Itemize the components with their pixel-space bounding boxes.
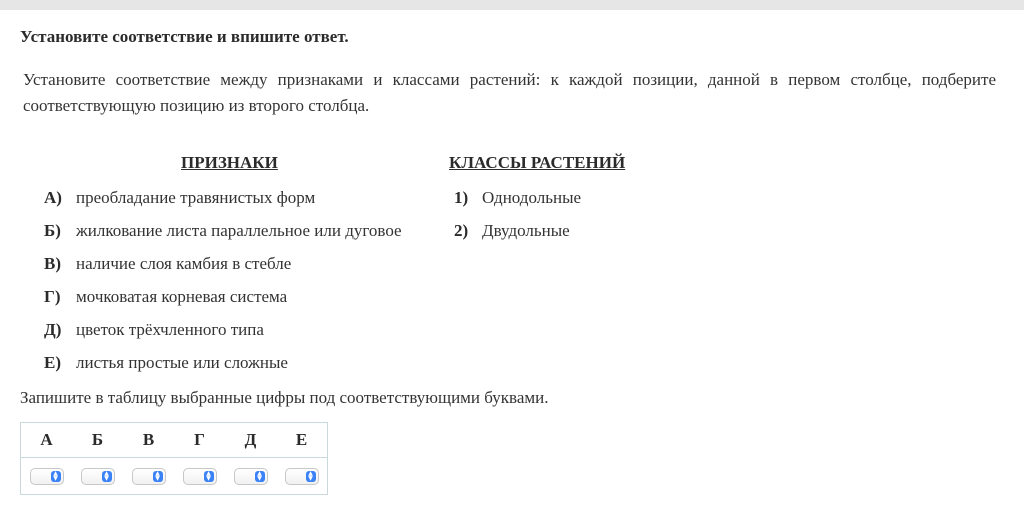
answer-table (20, 422, 328, 495)
answer-cell (123, 458, 174, 495)
feature-text: жилкование листа параллельное или дуговое (76, 221, 402, 240)
answer-column-header: Б (91, 430, 104, 449)
class-text: Двудольные (482, 221, 570, 240)
answer-column-header: Д (244, 430, 257, 449)
feature-item (44, 252, 291, 276)
feature-item (44, 351, 288, 375)
answer-cell (21, 458, 73, 495)
answer-table-header-row (21, 423, 328, 458)
feature-text: преобладание травянистых форм (76, 188, 316, 207)
feature-letter: Б) (44, 221, 61, 240)
answer-instruction: Запишите в таблицу выбранные цифры под соответствующими буквами. (20, 388, 549, 407)
feature-item (44, 318, 264, 342)
answer-select-b[interactable] (81, 468, 115, 485)
chevron-up-down-icon: ▲ ▼ (306, 471, 316, 482)
feature-item (44, 219, 402, 243)
answer-cell (72, 458, 123, 495)
chevron-up-down-icon: ▲ ▼ (51, 471, 61, 482)
feature-letter: Е) (44, 353, 61, 372)
answer-column-header: А (40, 430, 53, 449)
task-heading: Установите соответствие и впишите ответ. (20, 27, 349, 46)
answer-cell (276, 458, 328, 495)
classes-column-header: КЛАССЫ РАСТЕНИЙ (449, 153, 626, 172)
answer-select-g[interactable] (183, 468, 217, 485)
answer-column-header: Е (295, 430, 308, 449)
feature-text: цветок трёхчленного типа (76, 320, 264, 339)
answer-cell (174, 458, 225, 495)
chevron-up-down-icon: ▲ ▼ (153, 471, 163, 482)
feature-text: наличие слоя камбия в стебле (76, 254, 292, 273)
chevron-up-down-icon: ▲ ▼ (255, 471, 265, 482)
answer-select-d[interactable] (234, 468, 268, 485)
feature-text: листья простые или сложные (76, 353, 288, 372)
class-number: 1) (454, 188, 469, 207)
class-number: 2) (454, 221, 469, 240)
feature-letter: Г) (44, 287, 61, 306)
feature-letter: А) (44, 188, 62, 207)
feature-letter: Д) (44, 320, 62, 339)
feature-item (44, 186, 315, 210)
class-item (454, 186, 581, 210)
features-column-header: ПРИЗНАКИ (181, 153, 278, 172)
feature-letter: В) (44, 254, 61, 273)
answer-table-select-row (21, 458, 328, 495)
answer-column-header: Г (194, 430, 205, 449)
chevron-up-down-icon: ▲ ▼ (204, 471, 214, 482)
chevron-up-down-icon: ▲ ▼ (102, 471, 112, 482)
feature-text: мочковатая корневая система (76, 287, 288, 306)
answer-column-header: В (142, 430, 155, 449)
feature-item (44, 285, 287, 309)
answer-select-e[interactable] (285, 468, 319, 485)
top-bar (0, 0, 1024, 10)
task-text: Установите соответствие между признаками и классами растений: к каждой позиции, данной в первом столбце, подберите соответствующую позицию из второго столбца. (23, 70, 996, 115)
answer-select-v[interactable] (132, 468, 166, 485)
answer-cell (225, 458, 276, 495)
class-text: Однодольные (482, 188, 582, 207)
class-item (454, 219, 570, 243)
answer-select-a[interactable] (30, 468, 64, 485)
